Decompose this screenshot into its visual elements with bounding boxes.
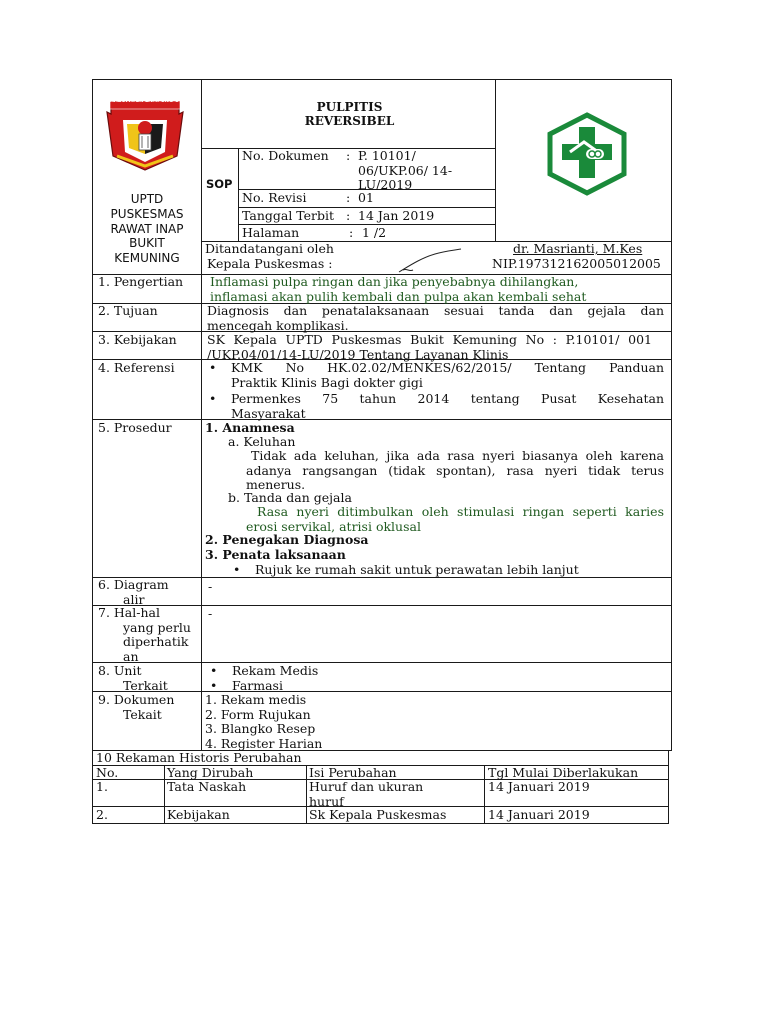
section-9-label: 9. Dokumen Tekait [98, 692, 175, 722]
table-row-cell: Huruf dan ukuran huruf [309, 779, 424, 809]
section-3-label: 3. Kebijakan [98, 332, 177, 347]
signature-icon [395, 246, 465, 276]
history-header-no: No. [96, 765, 119, 780]
document-title: PULPITIS REVERSIBEL [304, 100, 395, 128]
section-8-label: 8. Unit Terkait [98, 663, 168, 693]
field-tanggal-label: Tanggal Terbit [242, 208, 335, 223]
history-header-tgl: Tgl Mulai Diberlakukan [488, 765, 639, 780]
field-tanggal-value: 14 Jan 2019 [358, 208, 435, 223]
procedure-heading: 2. Penegakan Diagnosa [205, 532, 369, 547]
field-no-dokumen-label: No. Dokumen [242, 148, 329, 163]
org-name: UPTD PUSKESMAS RAWAT INAP BUKIT KEMUNING [110, 192, 184, 266]
field-no-revisi-value: 01 [358, 190, 374, 205]
field-no-revisi-label: No. Revisi [242, 190, 307, 205]
field-halaman-sep: : [349, 225, 354, 240]
unit-list: • Rekam Medis • Farmasi [232, 664, 318, 693]
table-row-cell: 14 Januari 2019 [488, 807, 590, 822]
history-title: 10 Rekaman Historis Perubahan [96, 750, 302, 765]
document-list: 1. Rekam medis 2. Form Rujukan 3. Blangko Resep 4. Register Harian [205, 692, 323, 751]
table-row-cell: 2. [96, 807, 108, 822]
section-7-label: 7. Hal-hal yang perlu diperhatik an [98, 605, 191, 664]
procedure-sub-label: a. Keluhan [228, 434, 296, 449]
field-halaman-value: 1 /2 [362, 225, 387, 240]
field-tanggal-sep: : [346, 208, 351, 223]
table-row-cell: Kebijakan [167, 807, 230, 822]
signed-by: Ditandatangani oleh Kepala Puskesmas : [205, 241, 334, 271]
sop-label: SOP [206, 177, 233, 191]
table-row-cell: Tata Naskah [167, 779, 247, 794]
field-no-revisi-sep: : [346, 190, 351, 205]
procedure-sub-label: b. Tanda dan gejala [228, 490, 352, 505]
section-6-content: - [208, 579, 213, 594]
procedure-heading: 1. Anamnesa [205, 420, 295, 435]
field-no-dokumen-value: P. 10101/ 06/UKP.06/ 14- LU/2019 [358, 148, 453, 192]
section-6-label: 6. Diagram alir [98, 577, 169, 607]
puskesmas-logo [546, 112, 628, 196]
section-1-label: 1. Pengertian [98, 274, 184, 289]
table-row-cell: Sk Kepala Puskesmas [309, 807, 447, 822]
signer-name: dr. Masrianti, M.Kes [513, 241, 643, 256]
field-no-dokumen-sep: : [346, 148, 351, 163]
field-halaman-label: Halaman [242, 225, 300, 240]
history-header-isi: Isi Perubahan [309, 765, 397, 780]
section-5-label: 5. Prosedur [98, 420, 172, 435]
procedure-gejala: Rasa nyeri ditimbulkan oleh stimulasi ringan seperti karies erosi servikal, atrisi oklusal [246, 504, 664, 534]
section-4-label: 4. Referensi [98, 360, 175, 375]
procedure-heading: 3. Penata laksanaan [205, 547, 346, 562]
reference-item: • Permenkes 75 tahun 2014 tentang Pusat Kesehatan Masyarakat [231, 392, 664, 421]
section-3-content: SK Kepala UPTD Puskesmas Bukit Kemuning No : P.10101/ 001 /UKP.04/01/14-LU/2019 Tentang Layanan Klinis [207, 332, 652, 362]
table-row-cell: 1. [96, 779, 108, 794]
logo-lettering: KABUPATEN LAMPUNG UTARA [110, 98, 194, 104]
section-1-content: Inflamasi pulpa ringan dan jika penyebabnya dihilangkan, inflamasi akan pulih kembali dan pulpa akan kembali sehat [210, 274, 587, 304]
section-2-label: 2. Tujuan [98, 303, 158, 318]
procedure-item: • Rujuk ke rumah sakit untuk perawatan lebih lanjut [255, 563, 579, 578]
history-header-yang-dirubah: Yang Dirubah [167, 765, 254, 780]
procedure-keluhan: Tidak ada keluhan, jika ada rasa nyeri biasanya oleh karena adanya rangsangan (tidak spontan), rasa nyeri tidak terus menerus. [246, 448, 664, 492]
kabupaten-logo [105, 98, 185, 173]
signer-nip: NIP.197312162005012005 [492, 256, 661, 271]
section-7-content: - [208, 606, 213, 621]
reference-item: • KMK No HK.02.02/MENKES/62/2015/ Tentang Panduan Praktik Klinis Bagi dokter gigi [231, 361, 664, 390]
table-row-cell: 14 Januari 2019 [488, 779, 590, 794]
section-2-content: Diagnosis dan penatalaksanaan sesuai tanda dan gejala dan mencegah komplikasi. [207, 303, 664, 333]
